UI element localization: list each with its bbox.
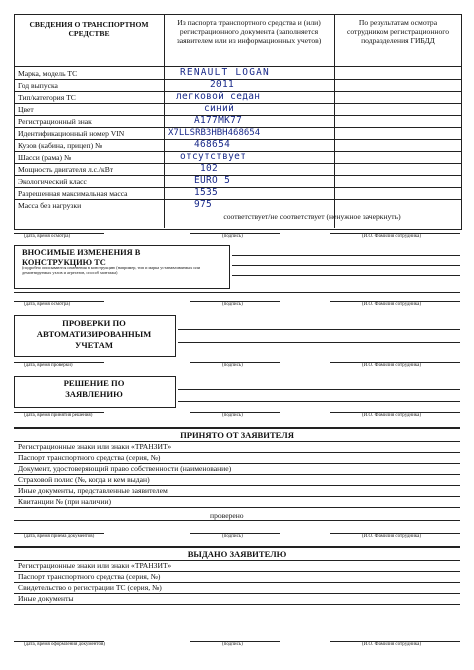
value-chassis[interactable]: отсутствует: [180, 151, 247, 162]
value-year[interactable]: 2011: [210, 79, 235, 90]
sig-signature-2: (подпись): [222, 302, 243, 307]
value-eco-class[interactable]: EURO 5: [194, 175, 231, 186]
accepted-row-insurance: Страховой полис (№, когда и кем выдан): [18, 475, 150, 484]
sig-name-4: (И.О. Фамилия сотрудника): [362, 413, 422, 418]
changes-title: ВНОСИМЫЕ ИЗМЕНЕНИЯ В КОНСТРУКЦИЮ ТС: [22, 248, 141, 267]
sig-signature-3: (подпись): [222, 363, 243, 368]
row-label-vin: Идентификационный номер VIN: [18, 129, 125, 138]
header-col-from-passport: Из паспорта транспортного средства и (или) регистрационного документа (заполняется заявителем или из информационных учетов): [176, 18, 322, 45]
value-max-mass[interactable]: 1535: [194, 187, 219, 198]
decision-title: РЕШЕНИЕ ПО ЗАЯВЛЕНИЮ: [63, 378, 125, 399]
value-color[interactable]: синий: [204, 103, 235, 114]
checks-title: ПРОВЕРКИ ПО АВТОМАТИЗИРОВАННЫМ УЧЕТАМ: [36, 318, 152, 350]
row-label-color: Цвет: [18, 105, 34, 114]
row-label-type: Тип/категория ТС: [18, 93, 76, 102]
value-engine-power[interactable]: 102: [200, 163, 219, 174]
sig-signature-4: (подпись): [222, 413, 243, 418]
row-label-engine-power: Мощность двигателя л.с./кВт: [18, 165, 114, 174]
accepted-row-passport: Паспорт транспортного средства (серия, №): [18, 453, 161, 462]
row-label-plate: Регистрационный знак: [18, 117, 92, 126]
row-label-make-model: Марка, модель ТС: [18, 69, 78, 78]
accepted-checked-label: проверено: [210, 511, 244, 520]
sig-name-5: (И.О. Фамилия сотрудника): [362, 534, 422, 539]
header-col-inspection-result: По результатам осмотра сотрудником регистрационного подразделения ГИБДД: [346, 18, 449, 45]
sig-name-1: (И.О. Фамилия сотрудника): [362, 234, 422, 239]
value-plate[interactable]: А177МК77: [194, 115, 243, 126]
accepted-title: ПРИНЯТО ОТ ЗАЯВИТЕЛЯ: [180, 430, 294, 440]
sig-signature-5: (подпись): [222, 534, 243, 539]
sig-date-issue: (дата, время оформления документов): [24, 642, 106, 647]
issued-title: ВЫДАНО ЗАЯВИТЕЛЮ: [187, 549, 287, 559]
row-label-body: Кузов (кабина, прицеп) №: [18, 141, 103, 150]
row-label-max-mass: Разрешенная максимальная масса: [18, 189, 128, 198]
sig-name-2: (И.О. Фамилия сотрудника): [362, 302, 422, 307]
changes-note: (подробно описываются изменения в конструкцию (например, тип и марка устанавливаемых или демонтируемых узлов и агрегатов, способ монтажа): [22, 265, 201, 276]
issued-row-plates: Регистрационные знаки или знаки «ТРАНЗИТ»: [18, 561, 172, 570]
issued-row-certificate: Свидетельство о регистрации ТС (серия, №): [18, 583, 162, 592]
sig-date-check: (дата, время проверки): [24, 363, 73, 368]
sig-date-docs: (дата, время приема документов): [24, 534, 95, 539]
sig-signature-6: (подпись): [222, 642, 243, 647]
accepted-row-receipts: Квитанции № (при наличии): [18, 497, 111, 506]
sig-date-inspection-2: (дата, время осмотра): [24, 302, 71, 307]
accepted-row-other-docs: Иные документы, представленные заявителем: [18, 486, 168, 495]
header-col-vehicle-info: СВЕДЕНИЯ О ТРАНСПОРТНОМ СРЕДСТВЕ: [29, 20, 149, 38]
value-body[interactable]: 468654: [194, 139, 231, 150]
row-label-chassis: Шасси (рама) №: [18, 153, 72, 162]
issued-row-other-docs: Иные документы: [18, 594, 74, 603]
compliance-text: соответствует/не соответствует (ненужное зачеркнуть): [223, 212, 401, 221]
accepted-row-ownership: Документ, удостоверяющий право собственности (наименование): [18, 464, 232, 473]
sig-date-decision: (дата, время принятия решения): [24, 413, 93, 418]
sig-name-6: (И.О. Фамилия сотрудника): [362, 642, 422, 647]
sig-name-3: (И.О. Фамилия сотрудника): [362, 363, 422, 368]
issued-row-passport: Паспорт транспортного средства (серия, №): [18, 572, 161, 581]
row-label-empty-mass: Масса без нагрузки: [18, 201, 82, 210]
sig-date-inspection-1: (дата, время осмотра): [24, 234, 71, 239]
row-label-year: Год выпуска: [18, 81, 58, 90]
value-make-model[interactable]: RENAULT LOGAN: [180, 67, 270, 78]
row-label-eco-class: Экологический класс: [18, 177, 87, 186]
value-type[interactable]: легковой седан: [176, 91, 261, 102]
sig-signature-1: (подпись): [222, 234, 243, 239]
value-empty-mass[interactable]: 975: [194, 199, 213, 210]
value-vin[interactable]: X7LLSRB3HBH468654: [168, 128, 261, 138]
accepted-row-plates: Регистрационные знаки или знаки «ТРАНЗИТ»: [18, 442, 172, 451]
